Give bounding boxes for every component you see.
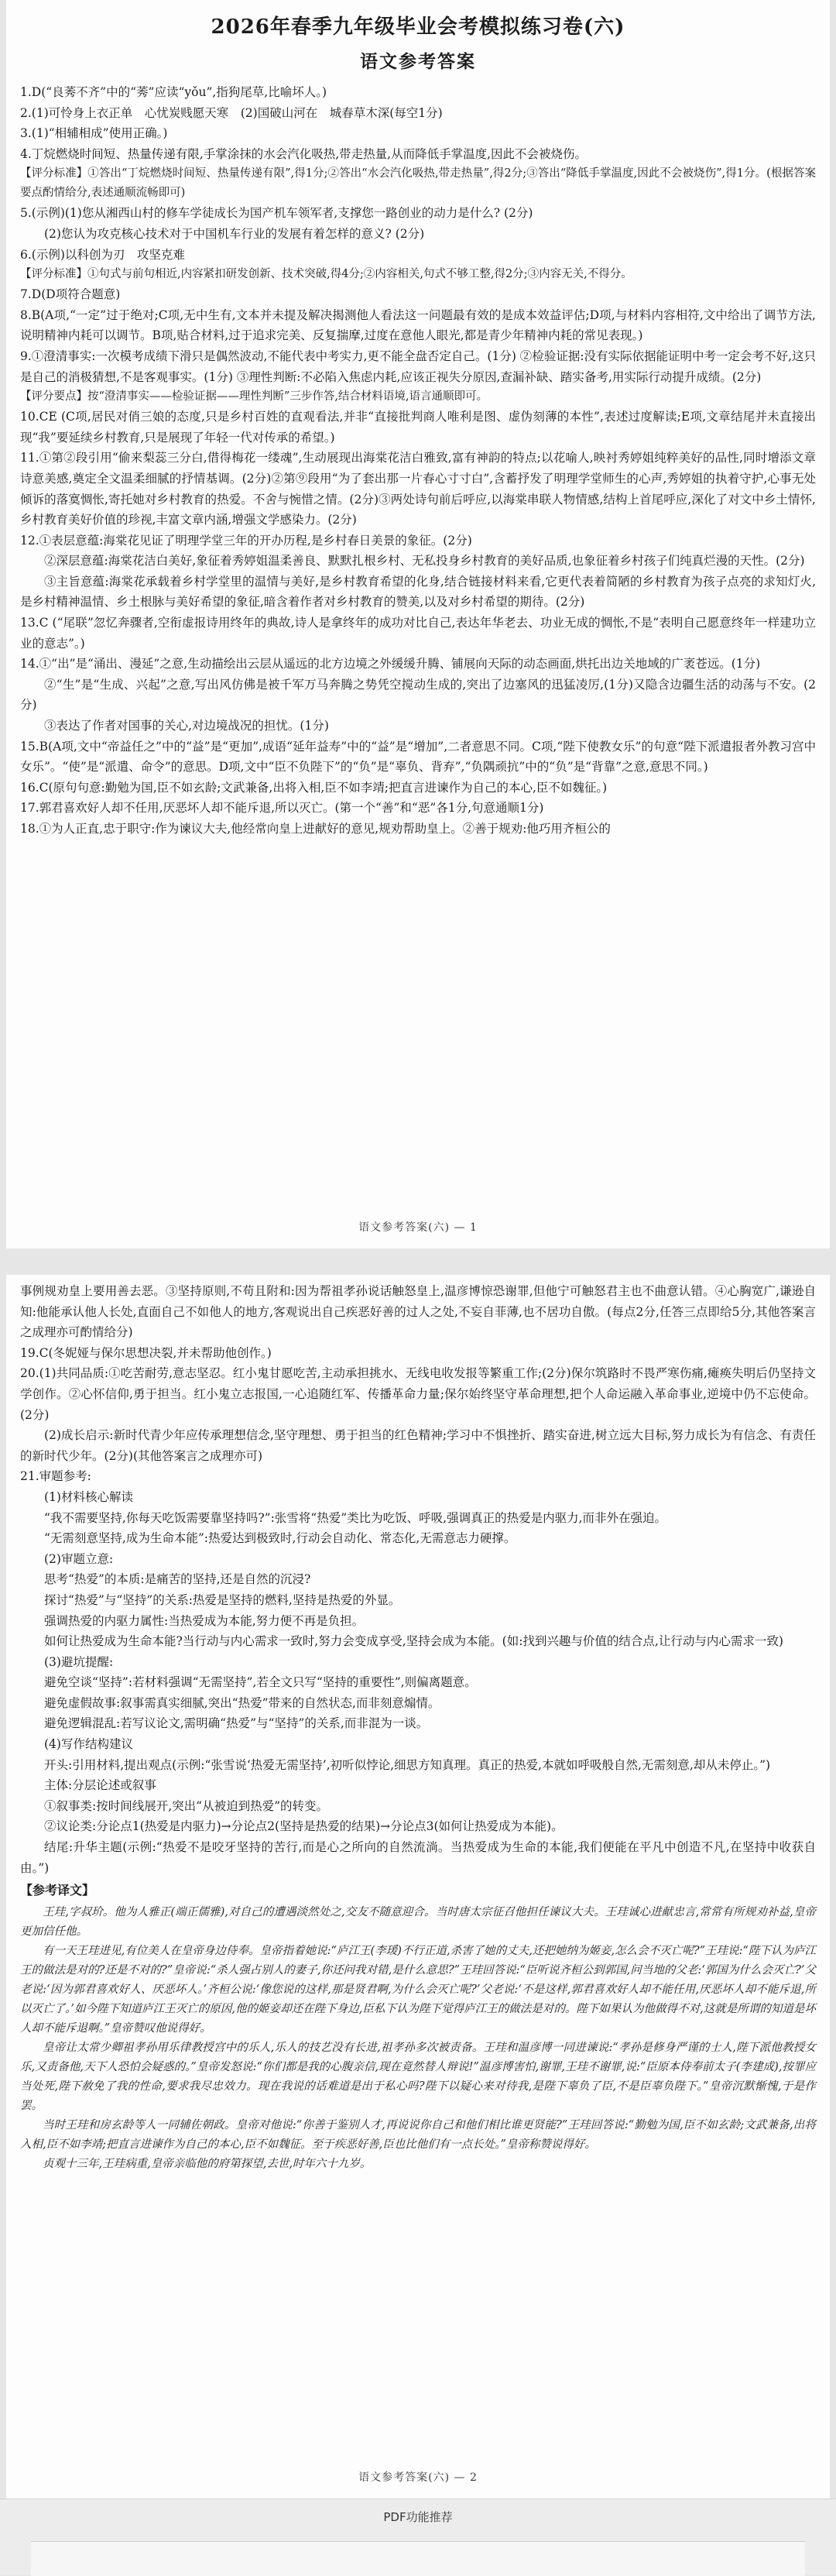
answer-item: ③主旨意蕴:海棠花承载着乡村学堂里的温情与美好,是乡村教育希望的化身,结合链接材料来看,它更代表着简陋的乡村教育为孩子点亮的求知灯火,是乡村精神温情、乡土根脉与美好希望的象征,暗含着作者对乡村教育的赞美,以及对乡村希望的期待。(2分) xyxy=(20,574,816,610)
answer-item: 2.(1)可怜身上衣正单 心忧炭贱愿天寒 (2)国破山河在 城春草木深(每空1分) xyxy=(20,105,443,120)
pdf-feature-link[interactable]: PDF功能推荐 xyxy=(383,2510,453,2524)
answer-item: 16.C(原句句意:勤勉为国,臣不如玄龄;文武兼备,出将入相,臣不如李靖;把直言进谏作为自己的本心,臣不如魏征。) xyxy=(20,780,608,795)
answer-item: 强调热爱的内驱力属性:当热爱成为本能,努力便不再是负担。 xyxy=(44,1613,365,1628)
answer-item: 21.审题参考: xyxy=(20,1469,91,1484)
answer-item: 避免空谈“坚持”:若材料强调“无需坚持”,若全文只写“坚持的重要性”,则偏离题意。 xyxy=(44,1675,477,1690)
answer-item: 3.(1)“相辅相成”使用正确。) xyxy=(20,126,168,141)
answer-item: 13.C (“尾联”忽忆奔骤者,空衔虚报诗用终年的典故,诗人是拿终年的成功对比自己,表达年华老去、功业无成的惆怅,不是“表明自己愿意终年一样建功立业的意志”。) xyxy=(20,616,816,651)
answer-item: 19.C(冬妮娅与保尔思想决裂,并未帮助他创作。) xyxy=(20,1345,272,1360)
answer-subtitle: 语文参考答案 xyxy=(360,51,476,72)
answer-item: “我不需要坚持,你每天吃饭需要靠坚持吗?”:张雪将“热爱”类比为吃饭、呼吸,强调真正的热爱是内驱力,而非外在强迫。 xyxy=(44,1510,667,1525)
answer-item: 20.(1)共同品质:①吃苦耐劳,意志坚忍。红小鬼甘愿吃苦,主动承担挑水、无线电收发报等繁重工作;(2分)保尔筑路时不畏严寒伤痛,瘫痪失明后仍坚持文学创作。②心怀信仰,勇于担当。红小鬼立志报国,一心追随红军、传播革命力量;保尔始终坚守革命理想,把个人命运融入革命事业,逆境中仍不忘使命。(2分) xyxy=(20,1366,816,1422)
translation-paragraph: 有一天王珪进见,有位美人在皇帝身边侍奉。皇帝指着她说:“庐江王(李瑗)不行正道,杀害了她的丈夫,还把她纳为姬妾,怎么会不灭亡呢?”王珪说:“陛下认为庐江王的做法是对的?还是不对的?”皇帝说:“杀人强占别人的妻子,你还问我对错,是什么意思?”王珪回答说:“臣听说齐桓公到郭国,问当地的父老:‘郭国为什么会灭亡?’父老说:‘因为郭君喜欢好人、厌恶坏人。’齐桓公说:‘像您说的这样,那是贤君啊,为什么会灭亡呢?’父老说:‘不是这样,郭君喜欢好人却不能任用,厌恶坏人却不能斥退,所以灭亡了。’如今陛下知道庐江王灭亡的原因,他的姬妾却还在陛下身边,臣私下认为陛下觉得庐江王的做法是对的。陛下如果认为他做得不对,这就是所谓的知道是坏人却不能斥退啊。”皇帝赞叹他说得好。 xyxy=(20,1945,816,2035)
answer-item: (2)成长启示:新时代青少年应传承理想信念,坚守理想、勇于担当的红色精神;学习中不惧挫折、踏实奋进,树立远大目标,努力成长为有信念、有责任的新时代少年。(2分)(其他答案言之成理亦可) xyxy=(20,1428,816,1463)
next-page-preview xyxy=(31,2541,805,2576)
answer-item: 6.(示例)以科创为刃 攻坚克难 xyxy=(20,247,185,262)
answer-item: 结尾:升华主题(示例:“热爱不是咬牙坚持的苦行,而是心之所向的自然流淌。当热爱成为生命的本能,我们便能在平凡中创造不凡,在坚持中收获自由。”) xyxy=(20,1840,816,1875)
answer-list-page-2 xyxy=(20,1281,816,1878)
answer-item: 14.①“出”是“涌出、漫延”之意,生动描绘出云层从遥远的北方边境之外缓缓升腾、铺展向天际的动态画面,烘托出边关地域的广袤苍远。(1分) xyxy=(20,657,761,671)
pdf-feature-bar xyxy=(0,2499,836,2575)
answer-item: 避免虚假故事:叙事需真实细腻,突出“热爱”带来的自然状态,而非刻意煽情。 xyxy=(44,1695,440,1710)
answer-item: 11.①第②段引用“偷来梨蕊三分白,借得梅花一缕魂”,生动展现出海棠花洁白雅致,富有神韵的特点;以花喻人,映衬秀婷姐纯粹美好的品性,同时增添文章诗意美感,奠定全文温柔细腻的抒情基调。(2分)②第⑨段用“为了套出那一片春心寸寸白”,含蓄抒发了明理学堂师生的心声,秀婷姐的执着守护,心事无处倾诉的落寞惆怅,寄托她对乡村教育的热爱。不舍与惋惜之情。(2分)③两处诗句前后呼应,以海棠串联人物情感,结构上首尾呼应,深化了对文中乡土情怀,乡村教育美好价值的珍视,丰富文章内涵,增强文学感染力。(2分) xyxy=(20,451,816,527)
answer-item: (2)您认为攻克核心技术对于中国机车行业的发展有着怎样的意义? (2分) xyxy=(44,226,425,241)
answer-item: ②深层意蕴:海棠花洁白美好,象征着秀婷姐温柔善良、默默扎根乡村、无私投身乡村教育的美好品质,也象征着乡村孩子们纯真烂漫的天性。(2分) xyxy=(44,554,805,568)
translation-paragraph: 皇帝让太常少卿祖孝孙用乐律教授宫中的乐人,乐人的技艺没有长进,祖孝孙多次被责备。王珪和温彦博一同进谏说:“孝孙是修身严谨的士人,陛下派他教授女乐,又责备他,天下人恐怕会疑惑的。”皇帝发怒说:“你们都是我的心腹亲信,现在竟然替人辩说!”温彦博害怕,谢罪,王珪不谢罪,说:“臣原本侍奉前太子(李建成),按罪应当处死,陛下赦免了我的性命,要求我尽忠效力。现在我说的话难道是出于私心吗?陛下以疑心来对待我,是陛下辜负了臣,不是臣辜负陛下。”皇帝沉默惭愧,于是作罢。 xyxy=(20,2042,816,2113)
answer-item: 事例规劝皇上要用善去恶。③坚持原则,不苟且附和:因为帮祖孝孙说话触怒皇上,温彦博惊恐谢罪,但他宁可触怒君主也不曲意认错。④心胸宽广,谦逊自知:他能承认他人长处,直面自己不如他人的地方,客观说出自己疾恶好善的过人之处,不妄自菲薄,也不居功自傲。(每点2分,任答三点即给5分,其他答案言之成理亦可酌情给分) xyxy=(20,1284,816,1340)
scoring-criteria: 【评分标准】①句式与前句相近,内容紧扣研发创新、技术突破,得4分;②内容相关,句式不够工整,得2分;③内容无关,不得分。 xyxy=(20,268,632,281)
answer-item: (3)避坑提醒: xyxy=(44,1654,114,1669)
answer-item: (4)写作结构建议 xyxy=(44,1737,133,1752)
answer-item: 探讨“热爱”与“坚持”的关系:热爱是坚持的燃料,坚持是热爱的外显。 xyxy=(44,1592,401,1607)
page-separator xyxy=(0,1249,836,1275)
answer-item: ①叙事类:按时间线展开,突出“从被迫到热爱”的转变。 xyxy=(44,1798,328,1813)
page-footer: 语文参考答案(六) — 2 xyxy=(358,2471,478,2484)
answer-item: 17.郭君喜欢好人却不任用,厌恶坏人却不能斥退,所以灭亡。(第一个“善”和“恶”各1分,句意通顺1分) xyxy=(20,801,544,816)
answer-item: “无需刻意坚持,成为生命本能”:热爱达到极致时,行动会自动化、常态化,无需意志力硬撑。 xyxy=(44,1531,516,1546)
scoring-points: 【评分要点】按“澄清事实——检验证据——理性判断”三步作答,结合材料语境,语言通顺即可。 xyxy=(20,390,488,404)
answer-item: 10.CE (C项,居民对俏三娘的态度,只是乡村百姓的直观看法,并非“直接批判商人唯利是图、虚伪刻薄的本性”,表述过度解读;E项,文章结尾并未直接出现“我”要延续乡村教育,只是展现了年轻一代对传承的希望。) xyxy=(20,410,816,445)
answer-item: 思考“热爱”的本质:是痛苦的坚持,还是自然的沉浸? xyxy=(44,1572,311,1587)
answer-item: 8.B(A项,“一定”过于绝对;C项,无中生有,文本并未提及解决揭测他人看法这一问题最有效的是成本效益评估;D项,与材料内容相符,文中给出了调节方法,说明精神内耗可以调节。B项,贴合材料,过于追求完美、反复揣摩,过度在意他人眼光,都是青少年精神内耗的常见表现。) xyxy=(20,307,816,343)
translation-heading: 【参考译文】 xyxy=(20,1883,95,1898)
answer-item: 主体:分层论述或叙事 xyxy=(44,1778,156,1793)
answer-item: 7.D(D项符合题意) xyxy=(20,287,121,302)
translation-block xyxy=(20,1903,816,2174)
answer-item: 4.丁烷燃烧时间短、热量传递有限,手掌涂抹的水会汽化吸热,带走热量,从而降低手掌温度,因此不会被烧伤。 xyxy=(20,146,587,161)
answer-item: ②议论类:分论点1(热爱是内驱力)→分论点2(坚持是热爱的结果)→分论点3(如何让热爱成为本能)。 xyxy=(44,1819,564,1834)
exam-title: 2026年春季九年级毕业会考模拟练习卷(六) xyxy=(211,15,625,39)
answer-item: 18.①为人正直,忠于职守:作为谏议大夫,他经常向皇上进献好的意见,规劝帮助皇上。②善于规劝:他巧用齐桓公的 xyxy=(20,822,611,836)
page-footer: 语文参考答案(六) — 1 xyxy=(358,1221,478,1234)
answer-item: (1)材料核心解读 xyxy=(44,1489,133,1504)
translation-paragraph: 当时王珪和房玄龄等人一同辅佐朝政。皇帝对他说:“你善于鉴别人才,再说说你自己和他们相比谁更贤能?”王珪回答说:“勤勉为国,臣不如玄龄;文武兼备,出将入相,臣不如李靖;把直言进谏作为自己的本心,臣不如魏征。至于疾恶好善,臣也比他们有一点长处。”皇帝称赞说得好。 xyxy=(20,2119,816,2152)
answer-item: 9.①澄清事实:一次模考成绩下滑只是偶然波动,不能代表中考实力,更不能全盘否定自己。(1分) ②检验证据:没有实际依据能证明中考一定会考不好,这只是自己的消极猜想,不是客观事实。(1分) ③理性判断:不必陷入焦虑内耗,应该正视失分原因,查漏补缺、踏实备考,用实际行动提升成绩。(2分) xyxy=(20,349,816,384)
answer-item: 12.①表层意蕴:海棠花见证了明理学堂三年的开办历程,是乡村春日美景的象征。(2分) xyxy=(20,533,472,548)
answer-item: (2)审题立意: xyxy=(44,1551,114,1566)
answer-item: 如何让热爱成为生命本能?当行动与内心需求一致时,努力会变成享受,坚持会成为本能。(如:找到兴趣与价值的结合点,让行动与内心需求一致) xyxy=(44,1634,783,1649)
answer-page-2 xyxy=(6,1275,830,2499)
answer-item: 5.(示例)(1)您从湘西山村的修车学徒成长为国产机车领军者,支撑您一路创业的动力是什么? (2分) xyxy=(20,206,533,221)
answer-list-page-1 xyxy=(20,82,816,840)
answer-item: ②“生”是“生成、兴起”之意,写出风仿佛是被千军万马奔腾之势凭空搅动生成的,突出了边塞风的迅猛凌厉,(1分)又隐含边疆生活的动荡与不安。(2分) xyxy=(20,677,816,713)
answer-item: 1.D(“良莠不齐”中的“莠”应读“yǒu”,指狗尾草,比喻坏人。) xyxy=(20,85,327,99)
translation-paragraph: 贞观十三年,王珪病重,皇帝亲临他的府第探望,去世,时年六十九岁。 xyxy=(43,2158,372,2171)
answer-item: ③表达了作者对国事的关心,对边境战况的担忧。(1分) xyxy=(44,719,329,733)
answer-item: 15.B(A项,文中“帝益任之”中的“益”是“更加”,成语“延年益寿”中的“益”是“增加”,二者意思不同。C项,“陛下使教女乐”的句意“陛下派遣报者外教习宫中女乐”。“使”是“派遣、命令”的意思。D项,文中“臣不负陛下”的“负”是“辜负、背弃”,“负隅顽抗”中的“负”是“背靠”之意,意思不同。) xyxy=(20,739,816,775)
answer-page-1 xyxy=(6,0,830,1249)
answer-item: 开头:引用材料,提出观点(示例:“张雪说‘热爱无需坚持’,初听似悖论,细思方知真理。真正的热爱,本就如呼吸般自然,无需刻意,却从未停止。”) xyxy=(44,1757,771,1772)
translation-paragraph: 王珪,字叔玠。他为人雅正(端正儒雅),对自己的遭遇淡然处之,交友不随意迎合。当时唐太宗征召他担任谏议大夫。王珪诚心进献忠言,常常有所规劝补益,皇帝更加信任他。 xyxy=(20,1906,816,1939)
scoring-criteria: 【评分标准】①答出“丁烷燃烧时间短、热量传递有限”,得1分;②答出“水会汽化吸热,带走热量”,得2分;③答出“降低手掌温度,因此不会被烧伤”,得1分。(根据答案要点酌情给分,表述通顺流畅即可) xyxy=(20,167,816,200)
answer-item: 避免逻辑混乱:若写议论文,需明确“热爱”与“坚持”的关系,而非混为一谈。 xyxy=(44,1716,429,1731)
